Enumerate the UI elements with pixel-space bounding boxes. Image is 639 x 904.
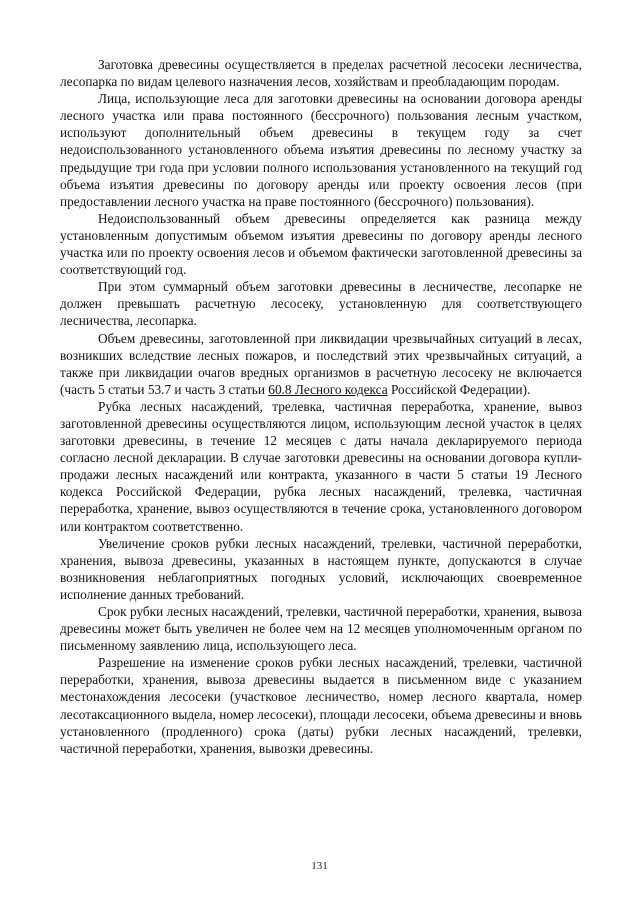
paragraph-9: Разрешение на изменение сроков рубки лесных насаждений, трелевки, частичной переработки, хранения, вывоза древесины выдается в письменном виде с указанием местонахождения лесосеки (участковое лесничество, номер лесного квартала, номер лесотаксационного выдела, номер лесосеки), площади лесосеки, объема древесины и вновь установленного (продленного) срока (даты) рубки лесных насаждений, трелевки, частичной переработки, хранения, вывозки древесины. bbox=[60, 655, 582, 756]
paragraph-8: Срок рубки лесных насаждений, трелевки, частичной переработки, хранения, вывоза древесины может быть увеличен не более чем на 12 месяцев уполномоченным органом по письменному заявлению лица, использующего леса. bbox=[60, 604, 582, 654]
paragraph-5-text-before: Объем древесины, заготовленной при ликвидации чрезвычайных ситуаций в лесах, возникших вследствие лесных пожаров, и последствий этих чрезвычайных ситуаций, а также при ликвидации очагов вредных организмов в расчетную лесосеку не включается (часть 5 статьи 53.7 и часть 3 статьи bbox=[60, 330, 582, 397]
paragraph-4: При этом суммарный объем заготовки древесины в лесничестве, лесопарке не должен превышать расчетную лесосеку, установленную для соответствующего лесничества, лесопарка. bbox=[60, 279, 582, 329]
document-page bbox=[60, 56, 582, 757]
paragraph-2: Лица, использующие леса для заготовки древесины на основании договора аренды лесного участка или права постоянного (бессрочного) пользования лесным участком, используют дополнительный объем древесины в текущем году за счет недоиспользованного установленного объема изъятия древесины по лесному участку за предыдущие три года при условии полного использования установленного на текущий год объема изъятия древесины по договору аренды или проекту освоения лесов (при предоставлении лесного участка на праве постоянного (бессрочного) пользования). bbox=[60, 91, 582, 209]
page-number: 131 bbox=[311, 860, 328, 872]
paragraph-7: Увеличение сроков рубки лесных насаждений, трелевки, частичной переработки, хранения, вывоза древесины, указанных в настоящем пункте, допускаются в случае возникновения неблагоприятных погодных условий, исключающих своевременное исполнение данных требований. bbox=[60, 535, 582, 602]
paragraph-3: Недоиспользованный объем древесины определяется как разница между установленным допустимым объемом изъятия древесины по договору аренды лесного участка или по проекту освоения лесов и объемом фактически заготовленной древесины за соответствующий год. bbox=[60, 210, 582, 278]
paragraph-1: Заготовка древесины осуществляется в пределах расчетной лесосеки лесничества, лесопарка по видам целевого назначения лесов, хозяйствам и преобладающим породам. bbox=[60, 57, 582, 90]
paragraph-6: Рубка лесных насаждений, трелевка, частичная переработка, хранение, вывоз заготовленной древесины осуществляются лицом, использующим лесной участок в целях заготовки древесины, в течение 12 месяцев с даты начала декларируемого периода согласно лесной декларации. В случае заготовки древесины на основании договора купли-продажи лесных насаждений или контракта, указанного в части 5 статьи 19 Лесного кодекса Российской Федерации, рубка лесных насаждений, трелевка, частичная переработка, хранение, вывоз осуществляются в течение срока, установленного договором или контрактом соответственно. bbox=[60, 398, 582, 534]
lesnoy-kodeks-link[interactable]: 60.8 Лесного кодекса bbox=[268, 381, 388, 397]
paragraph-5 bbox=[60, 330, 582, 398]
paragraph-5-text-after: Российской Федерации). bbox=[387, 381, 531, 397]
